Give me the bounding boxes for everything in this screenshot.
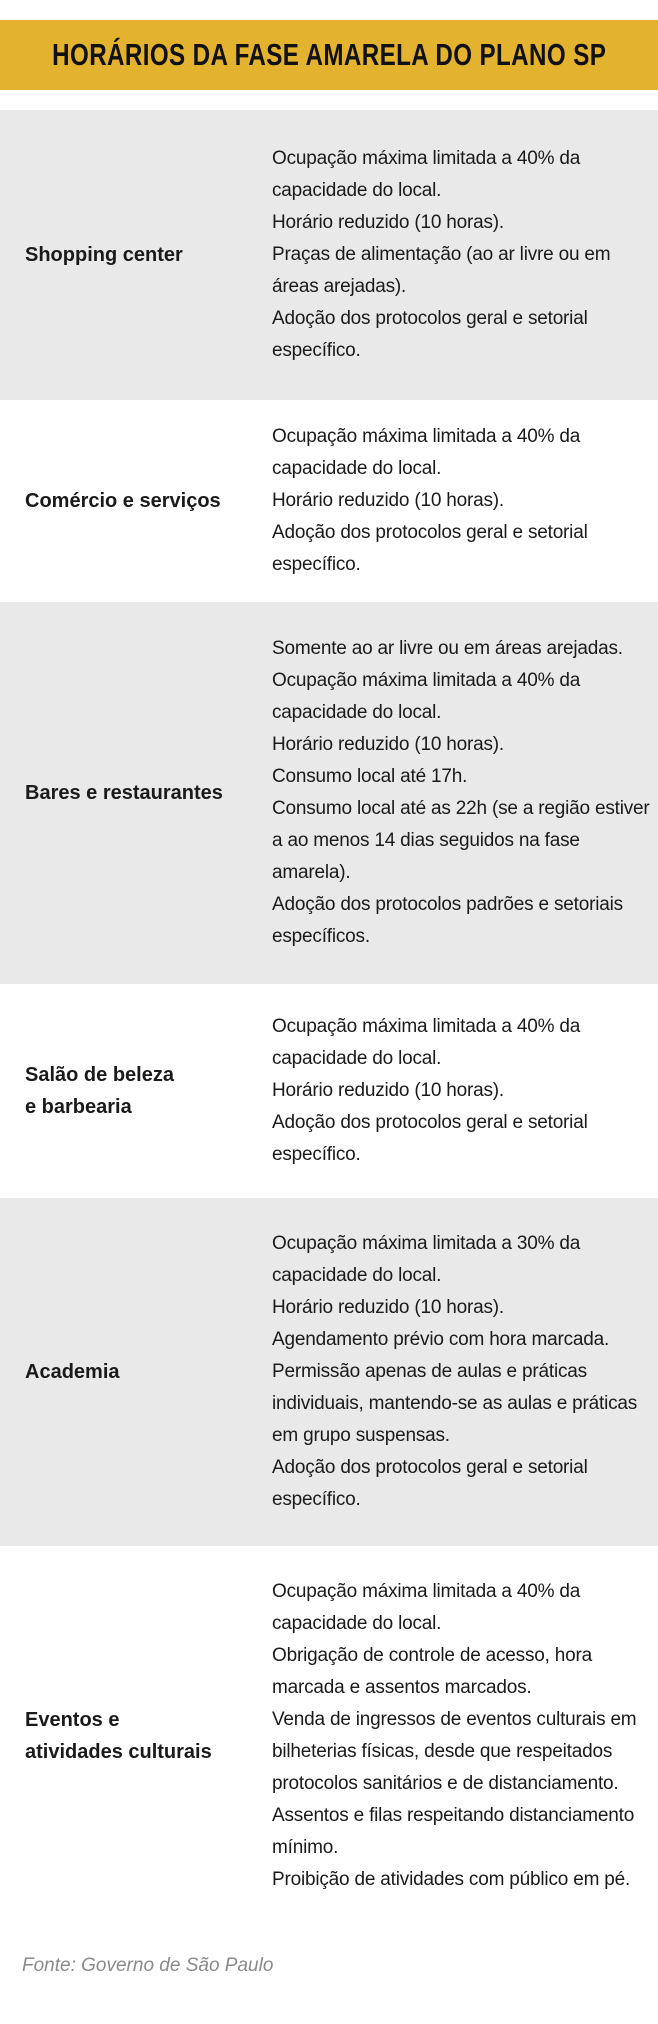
source-credit: Fonte: Governo de São Paulo (22, 1955, 274, 1976)
list-item: Adoção dos protocolos geral e setorial específico. (272, 1112, 588, 1165)
table-row-shopping-center (0, 110, 658, 400)
list-item: Proibição de atividades com público em pé. (272, 1869, 631, 1890)
row-items (272, 1576, 656, 1896)
list-item: Consumo local até 17h. (272, 766, 468, 787)
list-item: Adoção dos protocolos geral e setorial específico. (272, 1457, 588, 1510)
list-item: Assentos e filas respeitando distanciamento mínimo. (272, 1805, 635, 1858)
list-item: Horário reduzido (10 horas). (272, 1080, 505, 1101)
list-item: Ocupação máxima limitada a 40% da capacidade do local. (272, 670, 581, 723)
row-items (272, 421, 656, 581)
table-row-comercio-servicos (0, 400, 658, 602)
list-item: Adoção dos protocolos geral e setorial específico. (272, 522, 588, 575)
list-item: Obrigação de controle de acesso, hora marcada e assentos marcados. (272, 1645, 593, 1698)
list-item: Venda de ingressos de eventos culturais em bilheterias físicas, desde que respeitados protocolos sanitários e de distanciamento. (272, 1709, 637, 1794)
row-label: Bares e restaurantes (25, 782, 223, 804)
table-row-academia (0, 1198, 658, 1546)
list-item: Adoção dos protocolos padrões e setoriais específicos. (272, 894, 623, 947)
table-row-bares-restaurantes (0, 602, 658, 984)
list-item: Horário reduzido (10 horas). (272, 212, 505, 233)
list-item: Adoção dos protocolos geral e setorial específico. (272, 308, 588, 361)
row-label: Comércio e serviços (25, 490, 221, 512)
list-item: Somente ao ar livre ou em áreas arejadas. (272, 638, 623, 659)
list-item: Ocupação máxima limitada a 40% da capacidade do local. (272, 1016, 581, 1069)
row-items (272, 143, 656, 367)
list-item: Ocupação máxima limitada a 40% da capacidade do local. (272, 148, 581, 201)
list-item: Horário reduzido (10 horas). (272, 1297, 505, 1318)
list-item: Consumo local até as 22h (se a região estiver a ao menos 14 dias seguidos na fase amarela). (272, 798, 650, 883)
list-item: Ocupação máxima limitada a 30% da capacidade do local. (272, 1233, 581, 1286)
list-item: Praças de alimentação (ao ar livre ou em áreas arejadas). (272, 244, 611, 297)
list-item: Ocupação máxima limitada a 40% da capacidade do local. (272, 426, 581, 479)
table-row-salao-barbearia (0, 984, 658, 1198)
title-banner (0, 20, 658, 90)
row-label: Shopping center (25, 244, 183, 266)
row-label: Salão de beleza e barbearia (25, 1064, 174, 1118)
list-item: Agendamento prévio com hora marcada. (272, 1329, 610, 1350)
row-label: Eventos e atividades culturais (25, 1709, 212, 1763)
row-items (272, 1228, 656, 1516)
row-label: Academia (25, 1361, 120, 1383)
page-title: HORÁRIOS DA FASE AMARELA DO PLANO SP (51, 37, 607, 72)
list-item: Permissão apenas de aulas e práticas individuais, mantendo-se as aulas e práticas em grupo suspensas. (272, 1361, 638, 1446)
list-item: Horário reduzido (10 horas). (272, 734, 505, 755)
row-items (272, 1011, 656, 1171)
list-item: Horário reduzido (10 horas). (272, 490, 505, 511)
list-item: Ocupação máxima limitada a 40% da capacidade do local. (272, 1581, 581, 1634)
table-row-eventos-culturais (0, 1546, 658, 1926)
row-items (272, 633, 656, 953)
